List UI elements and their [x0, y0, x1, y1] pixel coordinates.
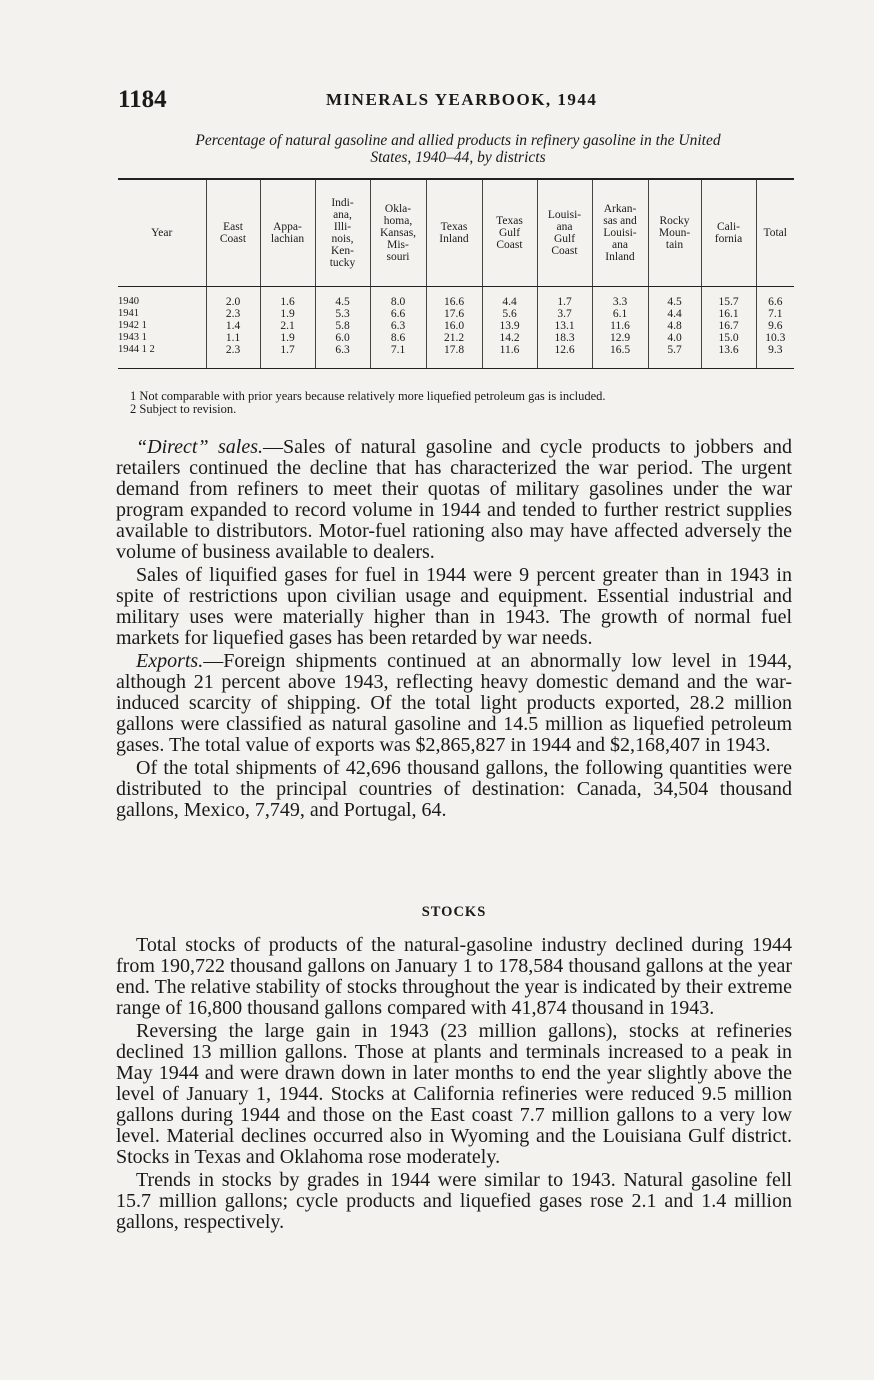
column-header-line: East [223, 220, 243, 233]
column-header-line: souri [386, 250, 410, 263]
value-cell: 1.9 [260, 308, 315, 320]
year-cell: 1944 1 2 [118, 344, 206, 369]
table-body [118, 286, 794, 368]
column-header-line: Illi- [333, 220, 352, 233]
column-header-line: Ken- [331, 244, 354, 257]
footnote: 1 Not comparable with prior years because relatively more liquefied petroleum gas is included. [130, 389, 606, 403]
value-cell: 4.5 [648, 286, 701, 308]
value-cell: 3.3 [592, 286, 648, 308]
value-cell: 17.8 [426, 344, 482, 369]
value-cell: 5.7 [648, 344, 701, 369]
body-text-lower [116, 935, 792, 1235]
column-header-line: nois, [331, 232, 354, 245]
paragraph-text: —Sales of natural gasoline and cycle products to jobbers and retailers continued the decline that has characterized the war period. The urgent demand from refiners to meet their quotas of military gasolines under the war program expanded to record volume in 1944 and tended to further restrict supplies available to distributors. Motor-fuel rationing also may have affected adversely the volume of business available to dealers. [116, 436, 792, 563]
value-cell: 7.1 [370, 344, 426, 369]
column-header-line: Gulf [553, 232, 576, 245]
column-header-line: Inland [605, 250, 635, 263]
value-cell: 16.6 [426, 286, 482, 308]
column-header-line: Mis- [387, 238, 409, 251]
table-header-row [118, 179, 794, 286]
column-header-line: ana, [333, 208, 352, 221]
value-cell: 16.5 [592, 344, 648, 369]
column-header [370, 179, 426, 286]
value-cell: 1.4 [206, 320, 260, 332]
value-cell: 4.0 [648, 332, 701, 344]
column-header-line: Texas [440, 220, 468, 233]
table-row [118, 308, 794, 320]
value-cell: 14.2 [482, 332, 537, 344]
value-cell: 5.6 [482, 308, 537, 320]
table-row [118, 332, 794, 344]
column-header-line: Texas [496, 214, 523, 227]
value-cell: 5.3 [315, 308, 370, 320]
value-cell: 11.6 [482, 344, 537, 369]
column-header-line: Coast [219, 232, 247, 245]
year-cell: 1942 1 [118, 319, 147, 331]
value-cell: 1.7 [537, 286, 592, 308]
column-header [648, 179, 701, 286]
value-cell: 15.0 [701, 332, 756, 344]
value-cell: 8.6 [370, 332, 426, 344]
column-header-line: Coast [551, 244, 578, 257]
value-cell: 1.7 [260, 344, 315, 369]
column-header-line: Louisi- [547, 208, 582, 221]
value-cell: 1.1 [206, 332, 260, 344]
column-header-line: Cali- [717, 220, 740, 233]
column-header-line: Indi- [331, 196, 354, 209]
value-cell: 21.2 [426, 332, 482, 344]
year-cell: 1943 1 [118, 331, 147, 343]
value-cell: 9.3 [756, 344, 794, 369]
paragraph-lead: “Direct” sales. [136, 436, 264, 458]
column-header-line: Louisi- [603, 226, 637, 239]
value-cell: 12.6 [537, 344, 592, 369]
table-row [118, 320, 794, 332]
column-header [701, 179, 756, 286]
column-header-line: Inland [439, 232, 469, 245]
data-table [118, 178, 794, 369]
table-caption-line: States, 1940–44, by districts [370, 149, 546, 166]
paragraph-lead: Exports. [136, 650, 204, 672]
paragraph-liquified-gases: Sales of liquified gases for fuel in 1944 were 9 percent greater than in 1943 in spite of restrictions upon civilian usage and equipment. Essential industrial and military uses were materially higher than in 1943. The growth of normal fuel markets for liquefied gases has been retarded by war needs. [116, 564, 792, 649]
year-cell: 1940 [118, 295, 139, 307]
value-cell: 16.0 [426, 320, 482, 332]
value-cell: 18.3 [537, 332, 592, 344]
running-title: MINERALS YEARBOOK, 1944 [326, 90, 598, 109]
column-header [482, 179, 537, 286]
value-cell: 5.8 [315, 320, 370, 332]
footnote: 2 Subject to revision. [130, 402, 237, 416]
value-cell: 1.9 [260, 332, 315, 344]
column-header-line: fornia [714, 232, 743, 245]
column-header-line: sas and [603, 214, 637, 227]
value-cell: 16.1 [701, 308, 756, 320]
column-header [592, 179, 648, 286]
value-cell: 13.1 [537, 320, 592, 332]
value-cell: 11.6 [592, 320, 648, 332]
value-cell: 6.6 [756, 286, 794, 308]
column-header [537, 179, 592, 286]
value-cell: 4.4 [648, 308, 701, 320]
column-header-line: tain [665, 238, 684, 251]
body-text-upper [116, 437, 792, 823]
column-header-line: Coast [496, 238, 523, 251]
column-header-line: ana [612, 238, 628, 251]
value-cell: 2.3 [206, 344, 260, 369]
column-header [260, 179, 315, 286]
column-header-line: Moun- [658, 226, 691, 239]
column-header [426, 179, 482, 286]
value-cell: 2.0 [206, 286, 260, 308]
column-header [756, 179, 794, 286]
value-cell: 4.8 [648, 320, 701, 332]
paragraph-stocks-grades: Trends in stocks by grades in 1944 were similar to 1943. Natural gasoline fell 15.7 million gallons; cycle products and liquefied gases rose 2.1 and 1.4 million gallons, respectively. [116, 1169, 792, 1233]
value-cell: 6.3 [370, 320, 426, 332]
column-header-line: homa, [383, 214, 413, 227]
column-header-line: lachian [270, 232, 305, 245]
table-row [118, 286, 794, 308]
value-cell: 2.3 [206, 308, 260, 320]
column-header-line: Kansas, [379, 226, 417, 239]
value-cell: 2.1 [260, 320, 315, 332]
table-caption-line: Percentage of natural gasoline and allied products in refinery gasoline in the United [195, 132, 721, 149]
value-cell: 6.0 [315, 332, 370, 344]
column-header-line: Arkan- [603, 202, 637, 215]
value-cell: 7.1 [756, 308, 794, 320]
value-cell: 13.6 [701, 344, 756, 369]
value-cell: 3.7 [537, 308, 592, 320]
page-header [118, 86, 798, 116]
paragraph-stocks-refineries: Reversing the large gain in 1943 (23 million gallons), stocks at refineries declined 13 million gallons. Those at plants and terminals increased to a peak in May 1944 and were drawn down in later months to end the year slightly above the level of January 1, 1944. Stocks at California refineries were reduced 9.5 million gallons during 1944 and those on the East coast 7.7 million gallons to a very low level. Material declines occurred also in Wyoming and the Louisiana Gulf district. Stocks in Texas and Oklahoma rose moderately. [116, 1020, 792, 1168]
column-header [315, 179, 370, 286]
column-header-line: Okla- [384, 202, 412, 215]
value-cell: 6.3 [315, 344, 370, 369]
paragraph-stocks-total: Total stocks of products of the natural-gasoline industry declined during 1944 from 190,722 thousand gallons on January 1 to 178,584 thousand gallons at the year end. The relative stability of stocks throughout the year is indicated by their extreme range of 16,800 thousand gallons compared with 41,874 thousand in 1943. [116, 934, 792, 1019]
value-cell: 6.6 [370, 308, 426, 320]
page-number: 1184 [118, 86, 167, 113]
column-header-line: Rocky [659, 214, 690, 227]
value-cell: 10.3 [756, 332, 794, 344]
value-cell: 6.1 [592, 308, 648, 320]
value-cell: 9.6 [756, 320, 794, 332]
column-header [206, 179, 260, 286]
table-row [118, 344, 794, 369]
paragraph-exports [116, 651, 792, 756]
value-cell: 4.5 [315, 286, 370, 308]
paragraph-text: —Foreign shipments continued at an abnormally low level in 1944, although 21 percent above 1943, reflecting heavy domestic demand and the war-induced scarcity of shipping. Of the total light products exported, 28.2 million gallons were classified as natural gasoline and 14.5 million as liquefied petroleum gases. The total value of exports was $2,865,827 in 1944 and $2,168,407 in 1943. [116, 650, 792, 756]
value-cell: 8.0 [370, 286, 426, 308]
value-cell: 4.4 [482, 286, 537, 308]
table-caption [118, 132, 798, 166]
value-cell: 16.7 [701, 320, 756, 332]
paragraph-direct-sales [116, 437, 792, 563]
column-header-line: Appa- [273, 220, 302, 233]
column-header-line: Year [151, 226, 173, 239]
value-cell: 1.6 [260, 286, 315, 308]
column-header [118, 179, 206, 286]
column-header-line: tucky [329, 256, 356, 269]
section-heading-stocks: STOCKS [421, 904, 487, 920]
column-header-line: Total [763, 226, 787, 239]
column-header-line: ana [556, 220, 573, 233]
value-cell: 15.7 [701, 286, 756, 308]
value-cell: 13.9 [482, 320, 537, 332]
paragraph-shipments: Of the total shipments of 42,696 thousand gallons, the following quantities were distributed to the principal countries of destination: Canada, 34,504 thousand gallons, Mexico, 7,749, and Portugal, 64. [116, 757, 792, 821]
column-header-line: Gulf [498, 226, 521, 239]
year-cell: 1941 [118, 307, 139, 319]
value-cell: 17.6 [426, 308, 482, 320]
value-cell: 12.9 [592, 332, 648, 344]
